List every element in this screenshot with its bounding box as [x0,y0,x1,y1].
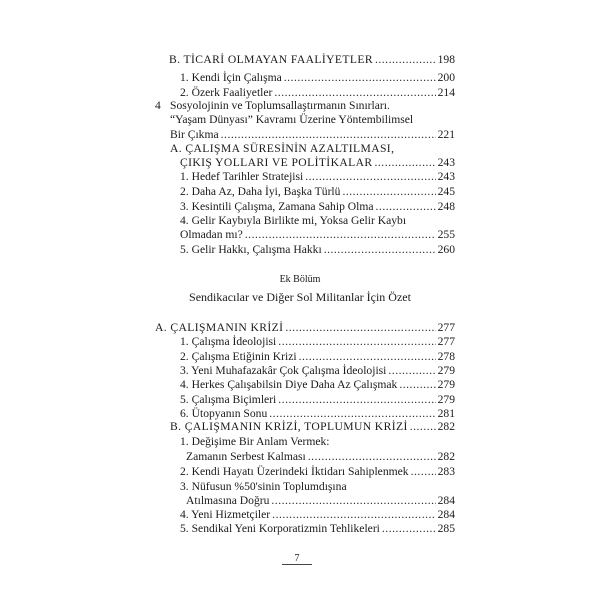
toc-entry-page: 285 [437,522,455,535]
leader-dots [274,86,435,100]
toc-entry [180,156,455,170]
toc-entry-title: 3. Yeni Muhafazakâr Çok Çalışma İdeolojisi [180,364,387,377]
toc-entry-title: 4. Yeni Hizmetçiler [180,508,271,521]
leader-dots [269,407,435,421]
toc-entry-page: 200 [437,71,455,84]
toc-entry-title: 3. Kesintili Çalışma, Zamana Sahip Olma [180,200,374,213]
leader-dots [382,522,436,536]
toc-entry-page: 284 [437,494,455,507]
toc-entry-page: 279 [437,378,455,391]
leader-dots [221,128,436,142]
toc-entry-page: 279 [437,393,455,406]
toc-entry-title-line: “Yaşam Dünyası” Kavramı Üzerine Yöntembilimsel [170,113,414,126]
toc-entry-title-line: A. ÇALIŞMA SÜRESİNİN AZALTILMASI, [170,142,395,155]
toc-entry-title-line: 3. Nüfusun %50'sinin Toplumdışına [180,480,347,493]
toc-entry-page: 284 [437,508,455,521]
toc-entry-title: 2. Çalışma Etiğinin Krizi [180,350,297,363]
toc-entry-title: Bir Çıkma [170,128,219,141]
leader-dots [278,393,435,407]
toc-entry-title: ÇIKIŞ YOLLARI VE POLİTİKALAR [180,156,373,169]
toc-entry-page: 282 [437,450,455,463]
toc-entry-title: 5. Gelir Hakkı, Çalışma Hakkı [180,243,322,256]
toc-entry-title-line: 1. Değişime Bir Anlam Vermek: [180,435,330,448]
toc-entry-page: 198 [437,53,455,66]
toc-entry-page: 278 [437,350,455,363]
leader-dots [299,350,436,364]
toc-entry [170,420,455,434]
toc-entry [170,128,455,142]
toc-entry-title: 2. Daha Az, Daha İyi, Başka Türlü [180,185,341,198]
leader-dots [376,200,436,214]
toc-entry-page: 248 [437,200,455,213]
chapter-number: 4 [155,99,161,112]
page-number: 7 [282,553,312,565]
toc-entry-page: 255 [437,228,455,241]
leader-dots [284,71,436,85]
toc-entry [180,350,455,364]
toc-entry-title: Atılmasına Doğru [186,494,270,507]
leader-dots [375,53,436,67]
leader-dots [285,321,435,335]
toc-entry [180,71,455,85]
toc-entry-title: Olmadan mı? [180,228,243,241]
appendix-label: Ek Bölüm [279,274,321,285]
toc-entry-title: 2. Kendi Hayatı Üzerindeki İktidarı Sahiplenmek [180,465,409,478]
toc-entry-title-line: Sosyolojinin ve Toplumsallaştırmanın Sınırları. [170,99,390,112]
toc-entry-title: 1. Hedef Tarihler Stratejisi [180,170,304,183]
toc-entry-title: 4. Herkes Çalışabilsin Diye Daha Az Çalışmak [180,378,398,391]
toc-entry [180,364,455,378]
toc-entry-page: 243 [437,170,455,183]
toc-entry [180,86,455,100]
toc-entry [180,393,455,407]
toc-entry-title: 2. Özerk Faaliyetler [180,86,273,99]
leader-dots [272,508,435,522]
toc-entry-page: 277 [437,321,455,334]
toc-entry [180,465,455,479]
toc-entry-title: 6. Ütopyanın Sonu [180,407,268,420]
toc-entry [180,522,455,536]
toc-entry-page: 260 [437,243,455,256]
toc-entry-page: 282 [437,420,455,433]
toc-entry [180,378,455,392]
toc-entry [169,53,455,67]
leader-dots [411,465,436,479]
toc-entry [180,335,455,349]
toc-entry-page: 214 [437,86,455,99]
toc-entry-title: 1. Kendi İçin Çalışma [180,71,282,84]
leader-dots [305,170,435,184]
toc-entry [180,228,455,242]
toc-entry [186,450,455,464]
toc-entry [180,185,455,199]
toc-entry-page: 221 [437,128,455,141]
toc-entry-title: 5. Sendikal Yeni Korporatizmin Tehlikeleri [180,522,380,535]
toc-entry-title: B. TİCARİ OLMAYAN FAALİYETLER [169,53,373,66]
leader-dots [410,420,436,434]
toc-entry [180,407,455,421]
leader-dots [399,378,435,392]
leader-dots [342,185,435,199]
toc-entry-page: 279 [437,364,455,377]
leader-dots [388,364,435,378]
toc-entry-page: 277 [437,335,455,348]
leader-dots [278,335,435,349]
toc-entry [180,243,455,257]
leader-dots [308,450,436,464]
toc-entry [186,494,455,508]
toc-entry-page: 243 [437,156,455,169]
toc-entry-title: 1. Çalışma İdeolojisi [180,335,277,348]
toc-entry [180,508,455,522]
leader-dots [245,228,436,242]
toc-entry-title: Zamanın Serbest Kalması [186,450,306,463]
toc-entry [180,170,455,184]
toc-entry-title: B. ÇALIŞMANIN KRİZİ, TOPLUMUN KRİZİ [170,420,408,433]
toc-entry-title-line: 4. Gelir Kaybıyla Birlikte mi, Yoksa Gelir Kaybı [180,214,407,227]
appendix-title: Sendikacılar ve Diğer Sol Militanlar İçin Özet [189,290,411,304]
toc-entry-page: 281 [437,407,455,420]
toc-entry-title: 5. Çalışma Biçimleri [180,393,277,406]
leader-dots [375,156,436,170]
leader-dots [324,243,436,257]
toc-entry-title: A. ÇALIŞMANIN KRİZİ [155,321,284,334]
toc-entry-page: 283 [437,465,455,478]
toc-entry [155,321,455,335]
toc-entry [180,200,455,214]
leader-dots [271,494,435,508]
toc-entry-page: 245 [437,185,455,198]
